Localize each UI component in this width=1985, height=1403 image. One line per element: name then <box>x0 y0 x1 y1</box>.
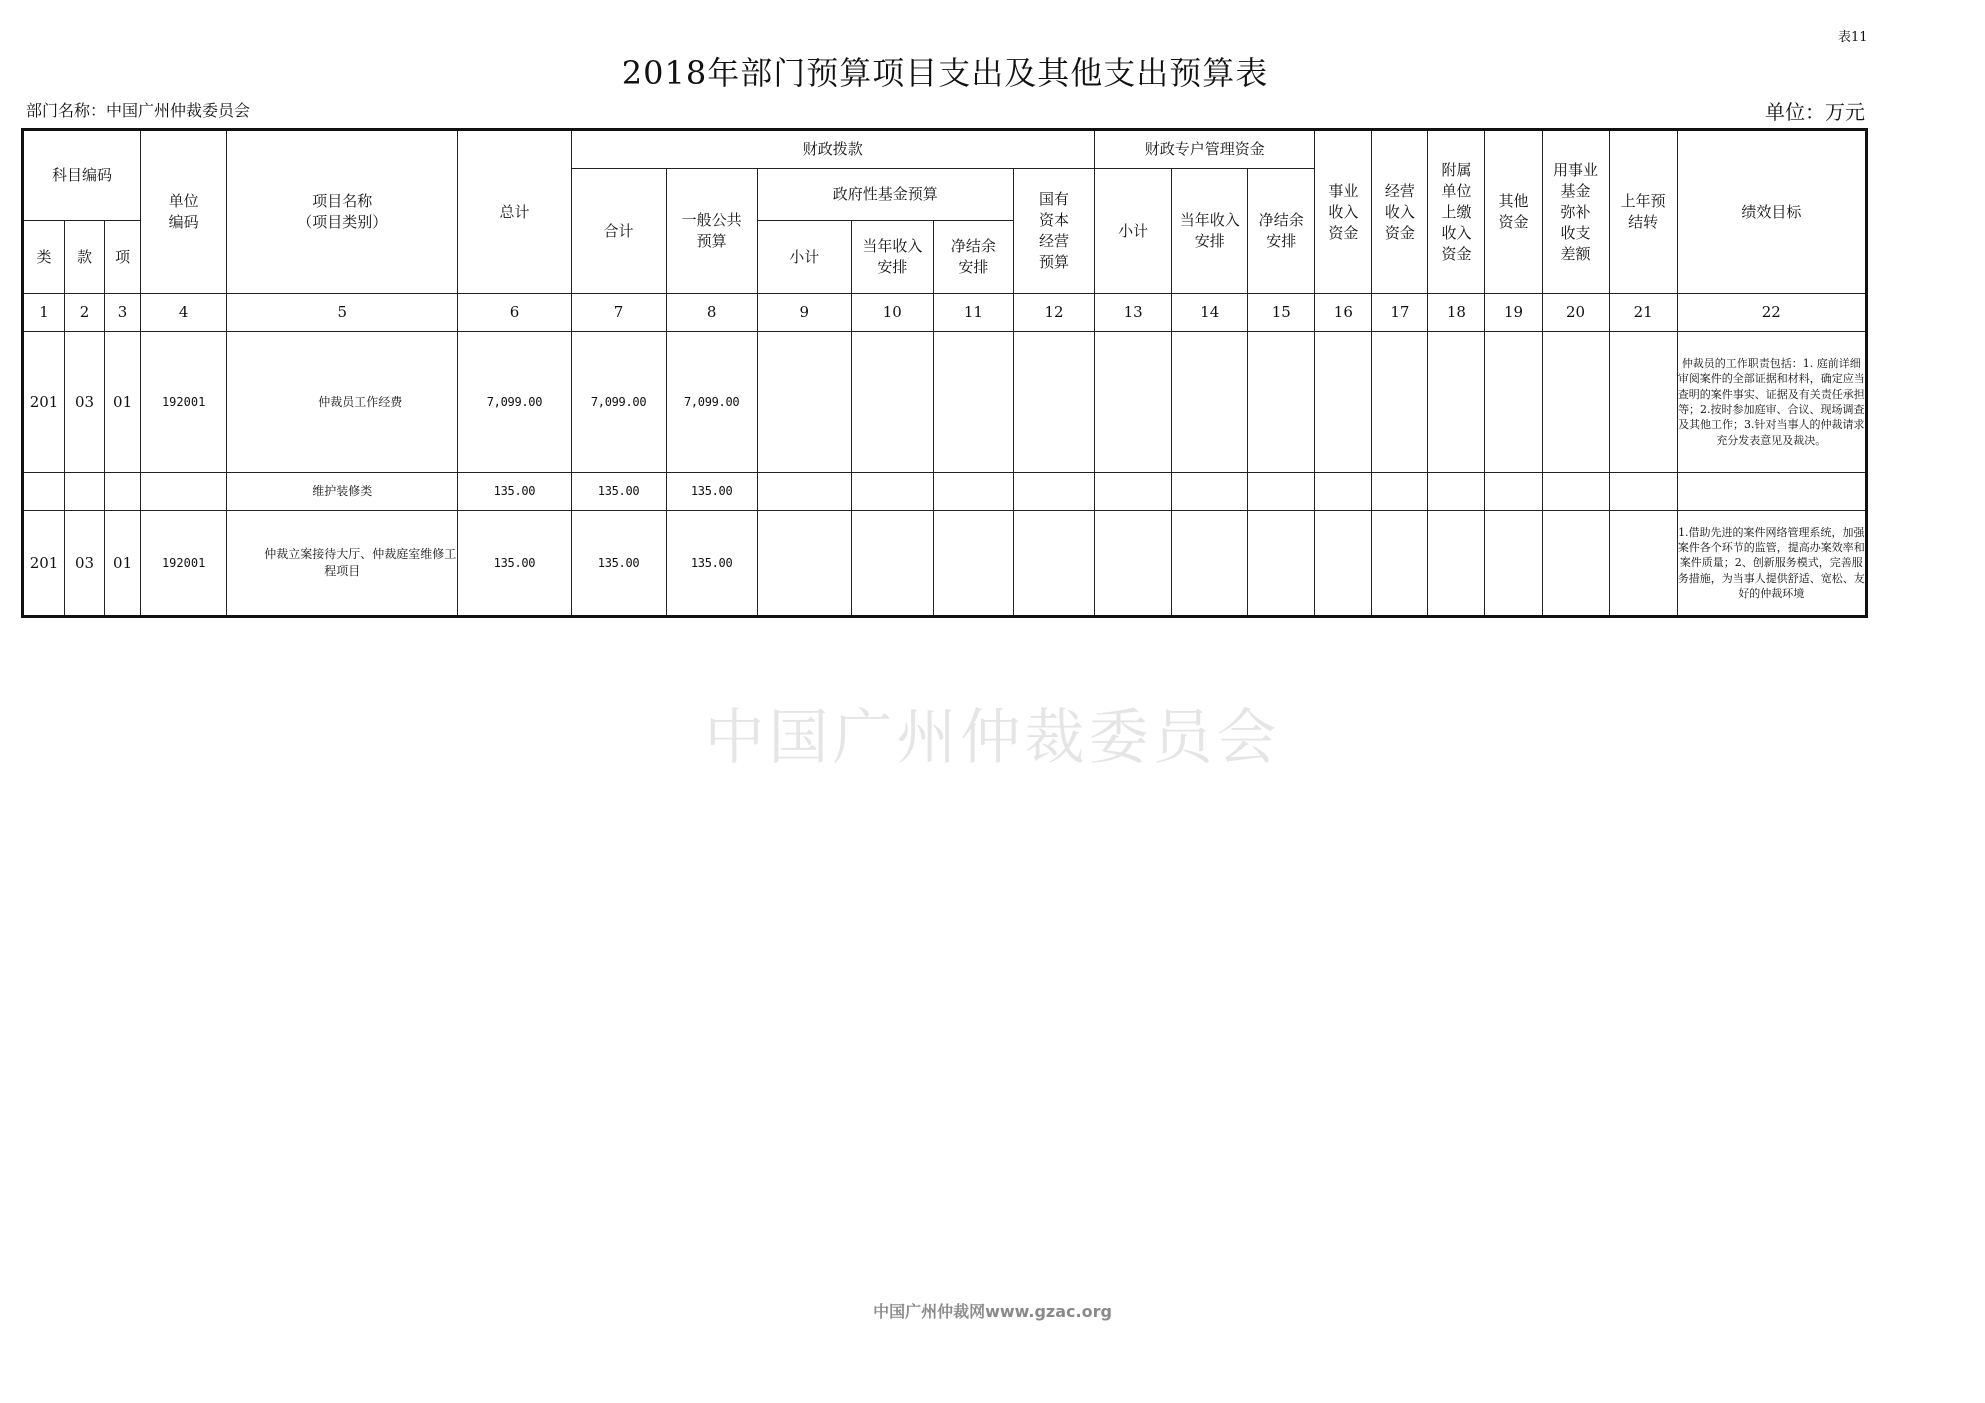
cell-general-budget: 135.00 <box>666 511 757 617</box>
column-number: 9 <box>757 294 851 332</box>
header-gov-fund: 政府性基金预算 <box>757 169 1013 221</box>
empty-cell <box>851 473 933 511</box>
empty-cell <box>1428 511 1485 617</box>
column-number: 3 <box>105 294 141 332</box>
header-gov-current: 当年收入 安排 <box>851 221 933 294</box>
column-number: 7 <box>571 294 666 332</box>
header-special-surplus: 净结余 安排 <box>1248 169 1315 294</box>
column-number: 20 <box>1542 294 1609 332</box>
column-number: 10 <box>851 294 933 332</box>
empty-cell <box>1315 332 1372 473</box>
column-number: 8 <box>666 294 757 332</box>
cell-unit-code <box>141 473 227 511</box>
empty-cell <box>757 332 851 473</box>
header-career-income: 事业 收入 资金 <box>1315 130 1372 294</box>
header-project-name: 项目名称 （项目类别） <box>227 130 458 294</box>
column-number: 2 <box>65 294 105 332</box>
empty-cell <box>1248 332 1315 473</box>
column-number: 21 <box>1609 294 1677 332</box>
table-number-tag: 表11 <box>1838 30 1868 45</box>
empty-cell <box>1013 511 1094 617</box>
header-section: 款 <box>65 221 105 294</box>
cell-class <box>23 473 65 511</box>
column-number: 13 <box>1095 294 1172 332</box>
cell-total: 7,099.00 <box>458 332 571 473</box>
cell-section <box>65 473 105 511</box>
empty-cell <box>1542 511 1609 617</box>
budget-table <box>21 128 1868 618</box>
column-number: 18 <box>1428 294 1485 332</box>
empty-cell <box>1609 473 1677 511</box>
empty-cell <box>851 511 933 617</box>
header-gov-surplus: 净结余 安排 <box>933 221 1013 294</box>
column-number: 16 <box>1315 294 1372 332</box>
empty-cell <box>1095 511 1172 617</box>
empty-cell <box>1372 511 1428 617</box>
column-number: 15 <box>1248 294 1315 332</box>
footer-website: 中国广州仲裁网www.gzac.org <box>873 1302 1112 1321</box>
empty-cell <box>1372 332 1428 473</box>
empty-cell <box>1372 473 1428 511</box>
empty-cell <box>1485 332 1542 473</box>
header-gov-subtotal: 小计 <box>757 221 851 294</box>
table-row <box>23 332 1867 473</box>
empty-cell <box>1248 473 1315 511</box>
cell-fiscal-sum: 135.00 <box>571 511 666 617</box>
column-number: 14 <box>1172 294 1248 332</box>
header-fiscal-sum: 合计 <box>571 169 666 294</box>
empty-cell <box>1095 332 1172 473</box>
cell-item: 01 <box>105 511 141 617</box>
cell-item <box>105 473 141 511</box>
cell-section: 03 <box>65 332 105 473</box>
empty-cell <box>1172 332 1248 473</box>
header-item: 项 <box>105 221 141 294</box>
empty-cell <box>757 473 851 511</box>
empty-cell <box>1095 473 1172 511</box>
header-performance: 绩效目标 <box>1677 130 1866 294</box>
cell-item: 01 <box>105 332 141 473</box>
cell-general-budget: 135.00 <box>666 473 757 511</box>
header-fiscal-allocation: 财政拨款 <box>571 130 1095 169</box>
cell-performance: 1.借助先进的案件网络管理系统，加强案件各个环节的监管，提高办案效率和案件质量；2、创新服务模式，完善服务措施，为当事人提供舒适、宽松、友好的仲裁环境 <box>1677 511 1866 617</box>
project-category-text: 维护装修类 <box>312 484 373 499</box>
header-special-subtotal: 小计 <box>1095 169 1172 294</box>
header-operating-income: 经营 收入 资金 <box>1372 130 1428 294</box>
cell-project-name <box>227 332 458 473</box>
empty-cell <box>1609 511 1677 617</box>
cell-class: 201 <box>23 511 65 617</box>
project-name-text: 仲裁立案接待大厅、仲裁庭室维修工程项目 <box>264 547 457 578</box>
empty-cell <box>1013 473 1094 511</box>
empty-cell <box>1485 511 1542 617</box>
cell-total: 135.00 <box>458 511 571 617</box>
empty-cell <box>1172 511 1248 617</box>
column-number: 17 <box>1372 294 1428 332</box>
column-number: 6 <box>458 294 571 332</box>
empty-cell <box>1315 473 1372 511</box>
empty-cell <box>1248 511 1315 617</box>
empty-cell <box>1013 332 1094 473</box>
column-number: 12 <box>1013 294 1094 332</box>
header-affiliated-income: 附属 单位 上缴 收入 资金 <box>1428 130 1485 294</box>
header-state-capital: 国有 资本 经营 预算 <box>1013 169 1094 294</box>
empty-cell <box>1542 473 1609 511</box>
column-number-row <box>23 294 1867 332</box>
cell-project-category <box>227 473 458 511</box>
empty-cell <box>933 332 1013 473</box>
cell-fiscal-sum: 135.00 <box>571 473 666 511</box>
empty-cell <box>1542 332 1609 473</box>
header-career-fund: 用事业 基金 弥补 收支 差额 <box>1542 130 1609 294</box>
project-name-text: 仲裁员工作经费 <box>318 394 403 409</box>
header-subject-code: 科目编码 <box>23 130 141 221</box>
column-number: 4 <box>141 294 227 332</box>
empty-cell <box>1609 332 1677 473</box>
cell-unit-code: 192001 <box>141 332 227 473</box>
table-row <box>23 511 1867 617</box>
column-number: 19 <box>1485 294 1542 332</box>
cell-performance: 仲裁员的工作职责包括：1. 庭前详细审阅案件的全部证据和材料，确定应当查明的案件事实、证据及有关责任承担等；2.按时参加庭审、合议、现场调查及其他工作；3.针对当事人的仲裁请求充分发表意见及裁决。 <box>1677 332 1866 473</box>
empty-cell <box>933 473 1013 511</box>
cell-class: 201 <box>23 332 65 473</box>
cell-unit-code: 192001 <box>141 511 227 617</box>
header-unit-code: 单位 编码 <box>141 130 227 294</box>
unit-label: 单位：万元 <box>1765 100 1865 124</box>
empty-cell <box>1428 332 1485 473</box>
table-row <box>23 473 1867 511</box>
header-special-account: 财政专户管理资金 <box>1095 130 1315 169</box>
column-number: 11 <box>933 294 1013 332</box>
watermark: 中国广州仲裁委员会 <box>704 703 1281 773</box>
header-general-budget: 一般公共 预算 <box>666 169 757 294</box>
column-number: 1 <box>23 294 65 332</box>
cell-project-name <box>227 511 458 617</box>
header-carryover: 上年预 结转 <box>1609 130 1677 294</box>
empty-cell <box>1485 473 1542 511</box>
header-class: 类 <box>23 221 65 294</box>
cell-general-budget: 7,099.00 <box>666 332 757 473</box>
empty-cell <box>1172 473 1248 511</box>
header-total: 总计 <box>458 130 571 294</box>
page-title: 2018年部门预算项目支出及其他支出预算表 <box>621 54 1269 92</box>
header-other-funds: 其他 资金 <box>1485 130 1542 294</box>
column-number: 22 <box>1677 294 1866 332</box>
department-name: 部门名称：中国广州仲裁委员会 <box>26 101 251 120</box>
empty-cell <box>757 511 851 617</box>
empty-cell <box>851 332 933 473</box>
empty-cell <box>1428 473 1485 511</box>
cell-performance <box>1677 473 1866 511</box>
empty-cell <box>933 511 1013 617</box>
cell-section: 03 <box>65 511 105 617</box>
empty-cell <box>1315 511 1372 617</box>
header-special-current: 当年收入 安排 <box>1172 169 1248 294</box>
cell-total: 135.00 <box>458 473 571 511</box>
cell-fiscal-sum: 7,099.00 <box>571 332 666 473</box>
column-number: 5 <box>227 294 458 332</box>
